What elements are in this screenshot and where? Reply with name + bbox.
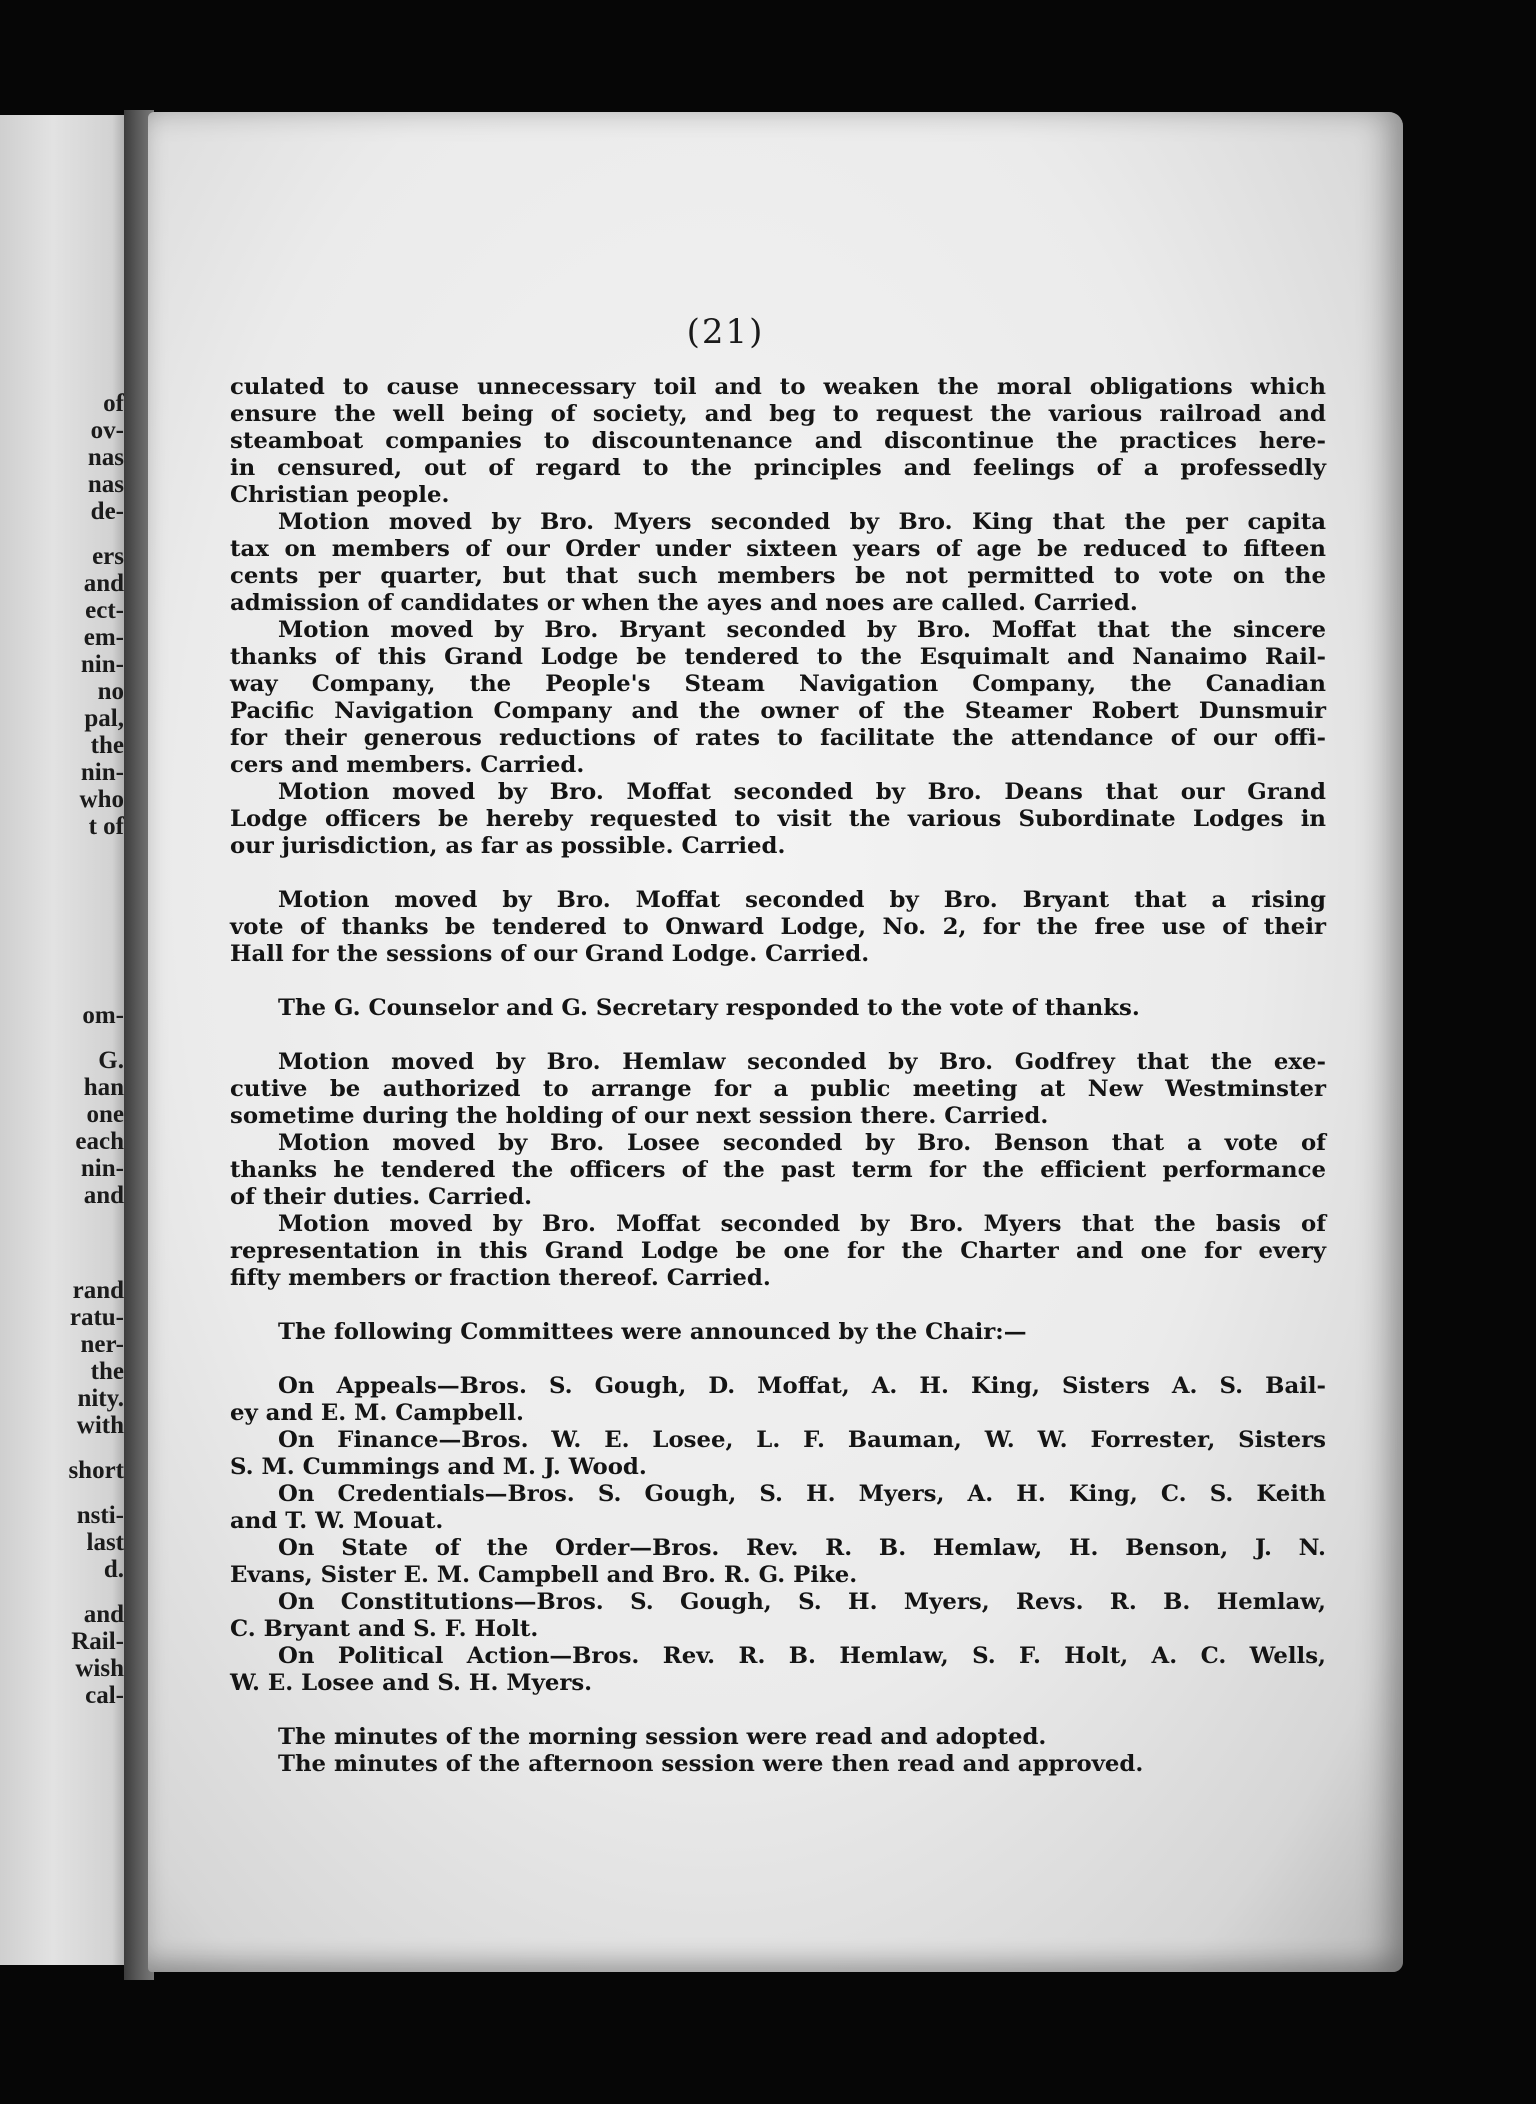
paragraph-motion bbox=[230, 617, 1326, 779]
left-fragment: om- bbox=[82, 1002, 124, 1029]
text-line: Pacific Navigation Company and the owner of the Steamer Robert Dunsmuir bbox=[230, 698, 1326, 724]
text-line: ensure the well being of society, and beg to request the various railroad and bbox=[230, 401, 1326, 427]
paragraph-motion bbox=[230, 1130, 1326, 1211]
text-line: vote of thanks be tendered to Onward Lodge, No. 2, for the free use of their bbox=[230, 914, 1326, 940]
left-fragment: t of bbox=[88, 813, 124, 840]
text-line: steamboat companies to discountenance and discontinue the practices here- bbox=[230, 428, 1326, 454]
text-line: culated to cause unnecessary toil and to weaken the moral obligations which bbox=[230, 374, 1326, 400]
text-line: fifty members or fraction thereof. Carried. bbox=[230, 1265, 771, 1291]
left-fragment: ratu- bbox=[69, 1304, 124, 1331]
text-line: The G. Counselor and G. Secretary responded to the vote of thanks. bbox=[278, 995, 1140, 1021]
text-line: On Constitutions—Bros. S. Gough, S. H. Myers, Revs. R. B. Hemlaw, bbox=[278, 1589, 1326, 1615]
text-line: sometime during the holding of our next session there. Carried. bbox=[230, 1103, 1049, 1129]
text-line: thanks of this Grand Lodge be tendered to the Esquimalt and Nanaimo Rail- bbox=[230, 644, 1326, 670]
text-line: The following Committees were announced by the Chair:— bbox=[278, 1319, 1027, 1345]
right-page bbox=[148, 112, 1403, 1972]
left-fragment: de- bbox=[90, 498, 124, 525]
page-body bbox=[230, 374, 1326, 1778]
left-fragment: ers bbox=[92, 543, 124, 570]
left-fragment: pal, bbox=[84, 705, 124, 732]
left-fragment: nity. bbox=[77, 1385, 124, 1412]
page-number: (21) bbox=[686, 312, 765, 352]
text-line: Hall for the sessions of our Grand Lodge. Carried. bbox=[230, 941, 870, 967]
left-fragment: and bbox=[83, 1182, 124, 1209]
text-line: The minutes of the afternoon session were then read and approved. bbox=[278, 1751, 1144, 1777]
paragraph-committees-intro bbox=[230, 1319, 1326, 1346]
left-fragment: Rail- bbox=[71, 1628, 124, 1655]
paragraph-continuation bbox=[230, 374, 1326, 509]
paragraph-response bbox=[230, 995, 1326, 1022]
committee-credentials bbox=[230, 1481, 1326, 1535]
text-line: Motion moved by Bro. Hemlaw seconded by Bro. Godfrey that the exe- bbox=[278, 1049, 1326, 1075]
text-line: C. Bryant and S. F. Holt. bbox=[230, 1616, 539, 1642]
text-line: Lodge officers be hereby requested to visit the various Subordinate Lodges in bbox=[230, 806, 1326, 832]
text-line: of their duties. Carried. bbox=[230, 1184, 533, 1210]
text-line: Motion moved by Bro. Bryant seconded by Bro. Moffat that the sincere bbox=[278, 617, 1326, 643]
text-line: S. M. Cummings and M. J. Wood. bbox=[230, 1454, 647, 1480]
text-line: for their generous reductions of rates to facilitate the attendance of our offi- bbox=[230, 725, 1326, 751]
left-fragment: who bbox=[79, 786, 124, 813]
left-fragment: han bbox=[83, 1074, 124, 1101]
text-line: admission of candidates or when the ayes and noes are called. Carried. bbox=[230, 590, 1138, 616]
left-fragment: G. bbox=[98, 1047, 124, 1074]
text-line: our jurisdiction, as far as possible. Carried. bbox=[230, 833, 786, 859]
text-line: On Credentials—Bros. S. Gough, S. H. Myers, A. H. King, C. S. Keith bbox=[278, 1481, 1326, 1507]
paragraph-motion bbox=[230, 779, 1326, 860]
left-fragment: wish bbox=[75, 1655, 124, 1682]
paragraph-motion bbox=[230, 1049, 1326, 1130]
left-fragment: rand bbox=[72, 1277, 124, 1304]
text-line: cutive be authorized to arrange for a public meeting at New Westminster bbox=[230, 1076, 1326, 1102]
left-fragment: each bbox=[75, 1128, 124, 1155]
committee-state-of-order bbox=[230, 1535, 1326, 1589]
left-fragment: with bbox=[76, 1412, 124, 1439]
committee-appeals bbox=[230, 1373, 1326, 1427]
committee-finance bbox=[230, 1427, 1326, 1481]
text-line: and T. W. Mouat. bbox=[230, 1508, 444, 1534]
text-line: Evans, Sister E. M. Campbell and Bro. R. G. Pike. bbox=[230, 1562, 858, 1588]
left-fragment: short bbox=[68, 1457, 124, 1484]
text-line: On State of the Order—Bros. Rev. R. B. Hemlaw, H. Benson, J. N. bbox=[278, 1535, 1326, 1561]
left-fragment: nsti- bbox=[76, 1502, 124, 1529]
left-fragment: the bbox=[90, 1358, 124, 1385]
text-line: Motion moved by Bro. Moffat seconded by Bro. Deans that our Grand bbox=[278, 779, 1326, 805]
text-line: W. E. Losee and S. H. Myers. bbox=[230, 1670, 593, 1696]
text-line: The minutes of the morning session were read and adopted. bbox=[278, 1724, 1047, 1750]
text-line: Motion moved by Bro. Moffat seconded by Bro. Myers that the basis of bbox=[278, 1211, 1326, 1237]
text-line: On Appeals—Bros. S. Gough, D. Moffat, A. H. King, Sisters A. S. Bail- bbox=[278, 1373, 1326, 1399]
left-fragment: d. bbox=[103, 1556, 124, 1583]
text-line: Christian people. bbox=[230, 482, 450, 508]
left-page-edge bbox=[0, 115, 132, 1965]
paragraph-motion bbox=[230, 509, 1326, 617]
text-line: tax on members of our Order under sixteen years of age be reduced to fifteen bbox=[230, 536, 1326, 562]
text-line: Motion moved by Bro. Moffat seconded by Bro. Bryant that a rising bbox=[278, 887, 1326, 913]
text-line: way Company, the People's Steam Navigation Company, the Canadian bbox=[230, 671, 1326, 697]
left-fragment: and bbox=[83, 570, 124, 597]
text-line: cents per quarter, but that such members be not permitted to vote on the bbox=[230, 563, 1326, 589]
left-fragment: of bbox=[103, 390, 124, 417]
left-page-fragments bbox=[24, 390, 124, 1709]
text-line: On Finance—Bros. W. E. Losee, L. F. Bauman, W. W. Forrester, Sisters bbox=[278, 1427, 1326, 1453]
left-fragment: the bbox=[90, 732, 124, 759]
text-line: in censured, out of regard to the principles and feelings of a professedly bbox=[230, 455, 1326, 481]
left-fragment: one bbox=[86, 1101, 124, 1128]
paragraph-motion bbox=[230, 1211, 1326, 1292]
left-fragment: nas bbox=[87, 471, 124, 498]
left-fragment: nin- bbox=[80, 759, 124, 786]
left-fragment: nin- bbox=[80, 651, 124, 678]
text-line: cers and members. Carried. bbox=[230, 752, 585, 778]
text-line: Motion moved by Bro. Myers seconded by Bro. King that the per capita bbox=[278, 509, 1326, 535]
paragraph-minutes-morning bbox=[230, 1724, 1326, 1751]
paragraph-minutes-afternoon bbox=[230, 1751, 1326, 1778]
text-line: ey and E. M. Campbell. bbox=[230, 1400, 524, 1426]
left-fragment: nin- bbox=[80, 1155, 124, 1182]
left-fragment: nas bbox=[87, 444, 124, 471]
text-line: thanks he tendered the officers of the past term for the efficient performance bbox=[230, 1157, 1326, 1183]
left-fragment: ect- bbox=[85, 597, 124, 624]
paragraph-motion bbox=[230, 887, 1326, 968]
left-fragment: and bbox=[83, 1601, 124, 1628]
text-line: representation in this Grand Lodge be one for the Charter and one for every bbox=[230, 1238, 1326, 1264]
left-fragment: last bbox=[86, 1529, 124, 1556]
committee-constitutions bbox=[230, 1589, 1326, 1643]
text-line: On Political Action—Bros. Rev. R. B. Hemlaw, S. F. Holt, A. C. Wells, bbox=[278, 1643, 1326, 1669]
left-fragment: ov- bbox=[90, 417, 124, 444]
left-fragment: cal- bbox=[85, 1682, 124, 1709]
left-fragment: ner- bbox=[80, 1331, 124, 1358]
text-line: Motion moved by Bro. Losee seconded by Bro. Benson that a vote of bbox=[278, 1130, 1326, 1156]
left-fragment: no bbox=[97, 678, 124, 705]
left-fragment: em- bbox=[83, 624, 124, 651]
committee-political-action bbox=[230, 1643, 1326, 1697]
